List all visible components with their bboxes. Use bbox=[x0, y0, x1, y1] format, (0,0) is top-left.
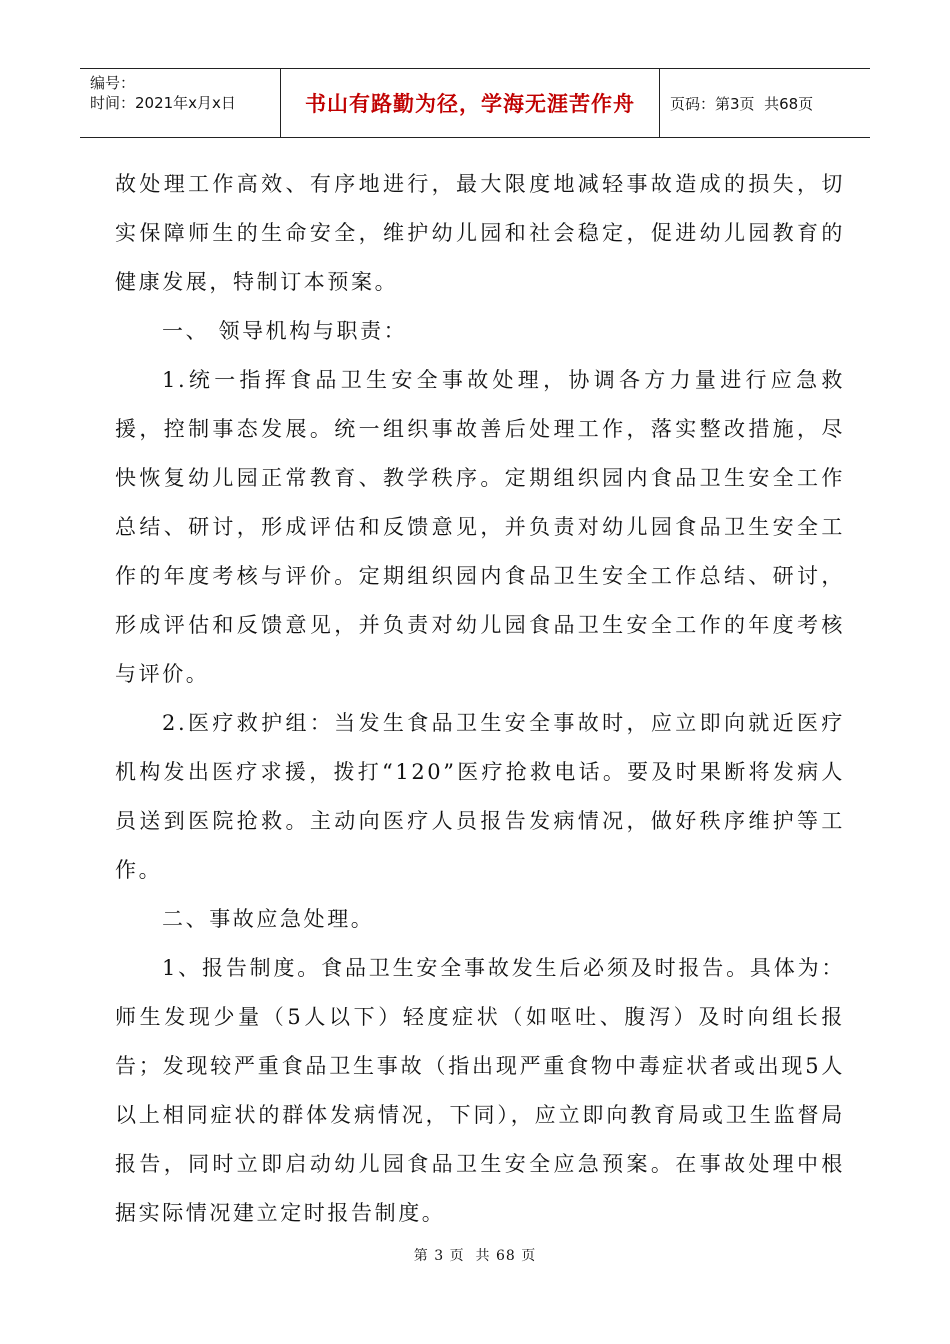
paragraph: 2.医疗救护组：当发生食品卫生安全事故时，应立即向就近医疗机构发出医疗求援，拨打“120”医疗抢救电话。要及时果断将发病人员送到医院抢救。主动向医疗人员报告发病情况，做好秩序维护等工作。 bbox=[115, 711, 845, 882]
section-heading: 二、事故应急处理。 bbox=[162, 907, 375, 931]
paragraph: 1.统一指挥食品卫生安全事故处理，协调各方力量进行应急救援，控制事态发展。统一组织事故善后处理工作，落实整改措施，尽快恢复幼儿园正常教育、教学秩序。定期组织园内食品卫生安全工作总结、研讨，形成评估和反馈意见，并负责对幼儿园食品卫生安全工作的年度考核与评价。定期组织园内食品卫生安全工作总结、研讨，形成评估和反馈意见，并负责对幼儿园食品卫生安全工作的年度考核与评价。 bbox=[115, 368, 845, 686]
page-header bbox=[80, 68, 870, 138]
section-heading: 一、 领导机构与职责： bbox=[162, 319, 408, 343]
motto: 书山有路勤为径，学海无涯苦作舟 bbox=[305, 92, 635, 116]
page-footer: 第 3 页 共 68 页 bbox=[413, 1248, 537, 1264]
paragraph: 故处理工作高效、有序地进行，最大限度地减轻事故造成的损失，切实保障师生的生命安全，维护幼儿园和社会稳定，促进幼儿园教育的健康发展，特制订本预案。 bbox=[115, 172, 845, 294]
header-motto-cell bbox=[281, 69, 660, 137]
date-line: 时间：2021年x月x日 bbox=[90, 94, 236, 112]
number-label: 编号： bbox=[90, 74, 136, 92]
page-info: 页码：第3页 共68页 bbox=[670, 94, 814, 113]
header-meta bbox=[80, 69, 281, 137]
document-body bbox=[115, 160, 845, 1238]
paragraph: 1、报告制度。食品卫生安全事故发生后必须及时报告。具体为：师生发现少量（5人以下）轻度症状（如呕吐、腹泻）及时向组长报告；发现较严重食品卫生事故（指出现严重食物中毒症状者或出现5人以上相同症状的群体发病情况，下同），应立即向教育局或卫生监督局报告，同时立即启动幼儿园食品卫生安全应急预案。在事故处理中根据实际情况建立定时报告制度。 bbox=[115, 956, 845, 1225]
